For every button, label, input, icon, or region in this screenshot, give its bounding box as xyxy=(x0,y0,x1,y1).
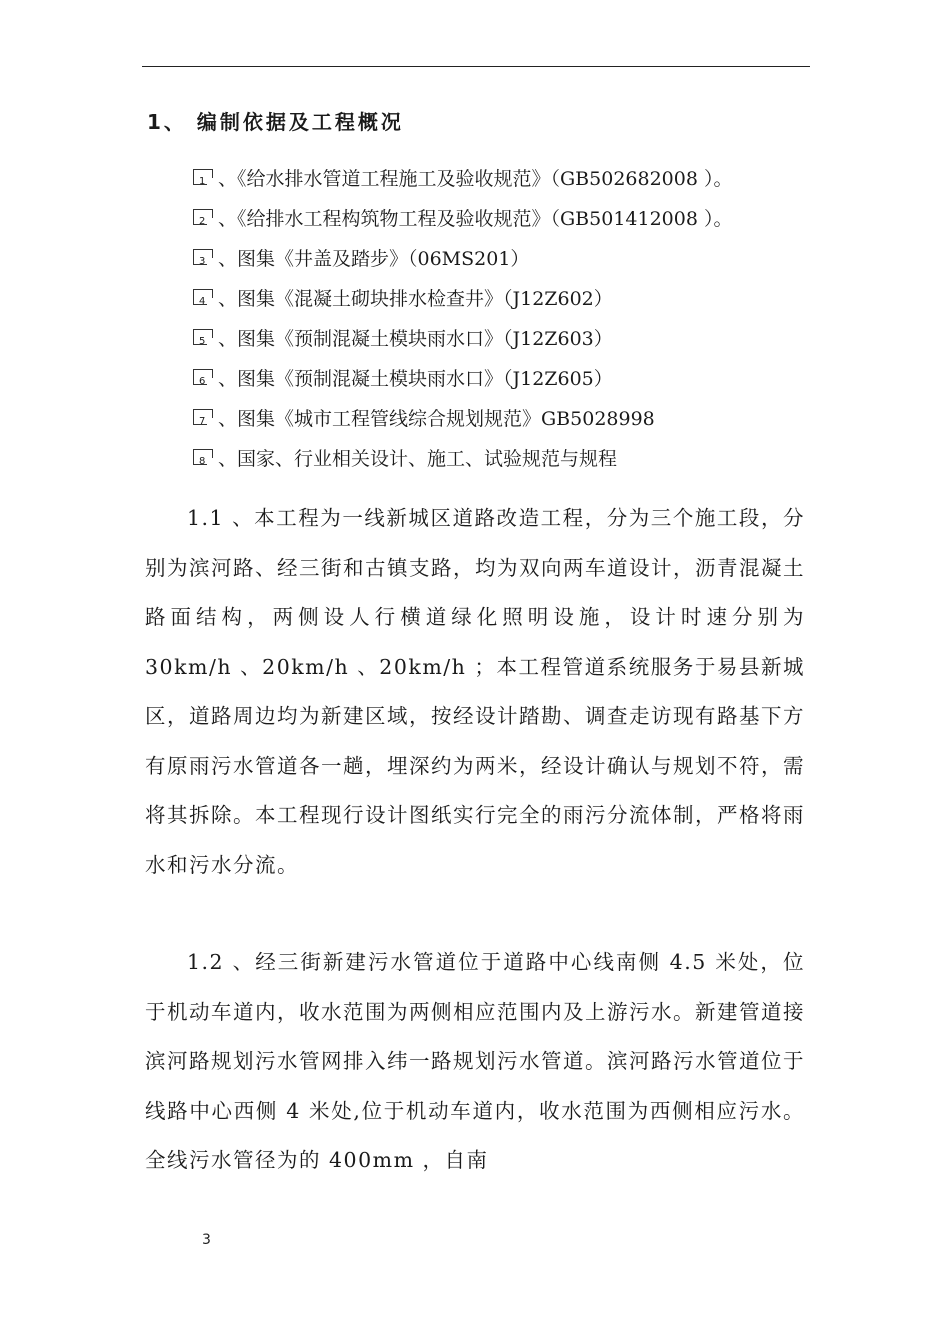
reference-text: 、图集《预制混凝土模块雨水口》（J12Z605） xyxy=(218,367,613,390)
reference-text: 、图集《城市工程管线综合规划规范》GB5028998 xyxy=(218,407,655,430)
reference-item xyxy=(190,237,732,277)
reference-item xyxy=(190,157,732,197)
reference-number: 2 xyxy=(199,216,206,227)
reference-number: 5 xyxy=(199,336,206,347)
list-marker-icon xyxy=(190,246,212,268)
reference-item xyxy=(190,357,732,397)
reference-number: 6 xyxy=(199,376,206,387)
page-number: 3 xyxy=(202,1232,211,1248)
reference-text: 、图集《井盖及踏步》（06MS201） xyxy=(218,247,530,270)
list-marker-icon xyxy=(190,326,212,348)
reference-list xyxy=(190,157,732,477)
paragraph-sewer-pipeline xyxy=(145,938,805,1186)
reference-item xyxy=(190,397,732,437)
list-marker-icon xyxy=(190,366,212,388)
list-marker-icon xyxy=(190,166,212,188)
reference-item xyxy=(190,317,732,357)
reference-number: 4 xyxy=(199,296,206,307)
reference-item xyxy=(190,197,732,237)
list-marker-icon xyxy=(190,286,212,308)
reference-item xyxy=(190,437,732,477)
reference-text: 、《给排水工程构筑物工程及验收规范》（GB501412008 ）。 xyxy=(218,207,733,230)
paragraph-text: 1.2 、经三街新建污水管道位于道路中心线南侧 4.5 米处，位于机动车道内，收水范围为两侧相应范围内及上游污水。新建管道接滨河路规划污水管网排入纬一路规划污水管道。滨河路污水管道位于线路中心西侧 4 米处,位于机动车道内，收水范围为西侧相应污水。全线污水管径为的 400mm ，自南 xyxy=(145,950,805,1172)
reference-number: 7 xyxy=(199,416,206,427)
reference-number: 8 xyxy=(199,456,206,467)
reference-number: 1 xyxy=(199,176,206,187)
paragraph-project-overview xyxy=(145,494,805,890)
reference-text: 、《给水排水管道工程施工及验收规范》（GB502682008 ）。 xyxy=(218,167,733,190)
list-marker-icon xyxy=(190,446,212,468)
reference-item xyxy=(190,277,732,317)
section-heading: 1、 编制依据及工程概况 xyxy=(147,110,404,134)
reference-text: 、图集《混凝土砌块排水检查井》（J12Z602） xyxy=(218,287,613,310)
header-rule xyxy=(142,66,810,67)
reference-text: 、国家、行业相关设计、施工、试验规范与规程 xyxy=(218,447,618,470)
paragraph-text: 1.1 、本工程为一线新城区道路改造工程，分为三个施工段，分别为滨河路、经三街和古镇支路，均为双向两车道设计，沥青混凝土路面结构，两侧设人行横道绿化照明设施，设计时速分别为 30km/h 、20km/h 、20km/h ；本工程管道系统服务于易县新城区，道路周边均为新建区域，按经设计踏勘、调查走访现有路基下方有原雨污水管道各一趟，埋深约为两米，经设计确认与规划不符，需将其拆除。本工程现行设计图纸实行完全的雨污分流体制，严格将雨水和污水分流。 xyxy=(145,506,805,877)
list-marker-icon xyxy=(190,206,212,228)
list-marker-icon xyxy=(190,406,212,428)
reference-text: 、图集《预制混凝土模块雨水口》（J12Z603） xyxy=(218,327,613,350)
reference-number: 3 xyxy=(199,256,206,267)
